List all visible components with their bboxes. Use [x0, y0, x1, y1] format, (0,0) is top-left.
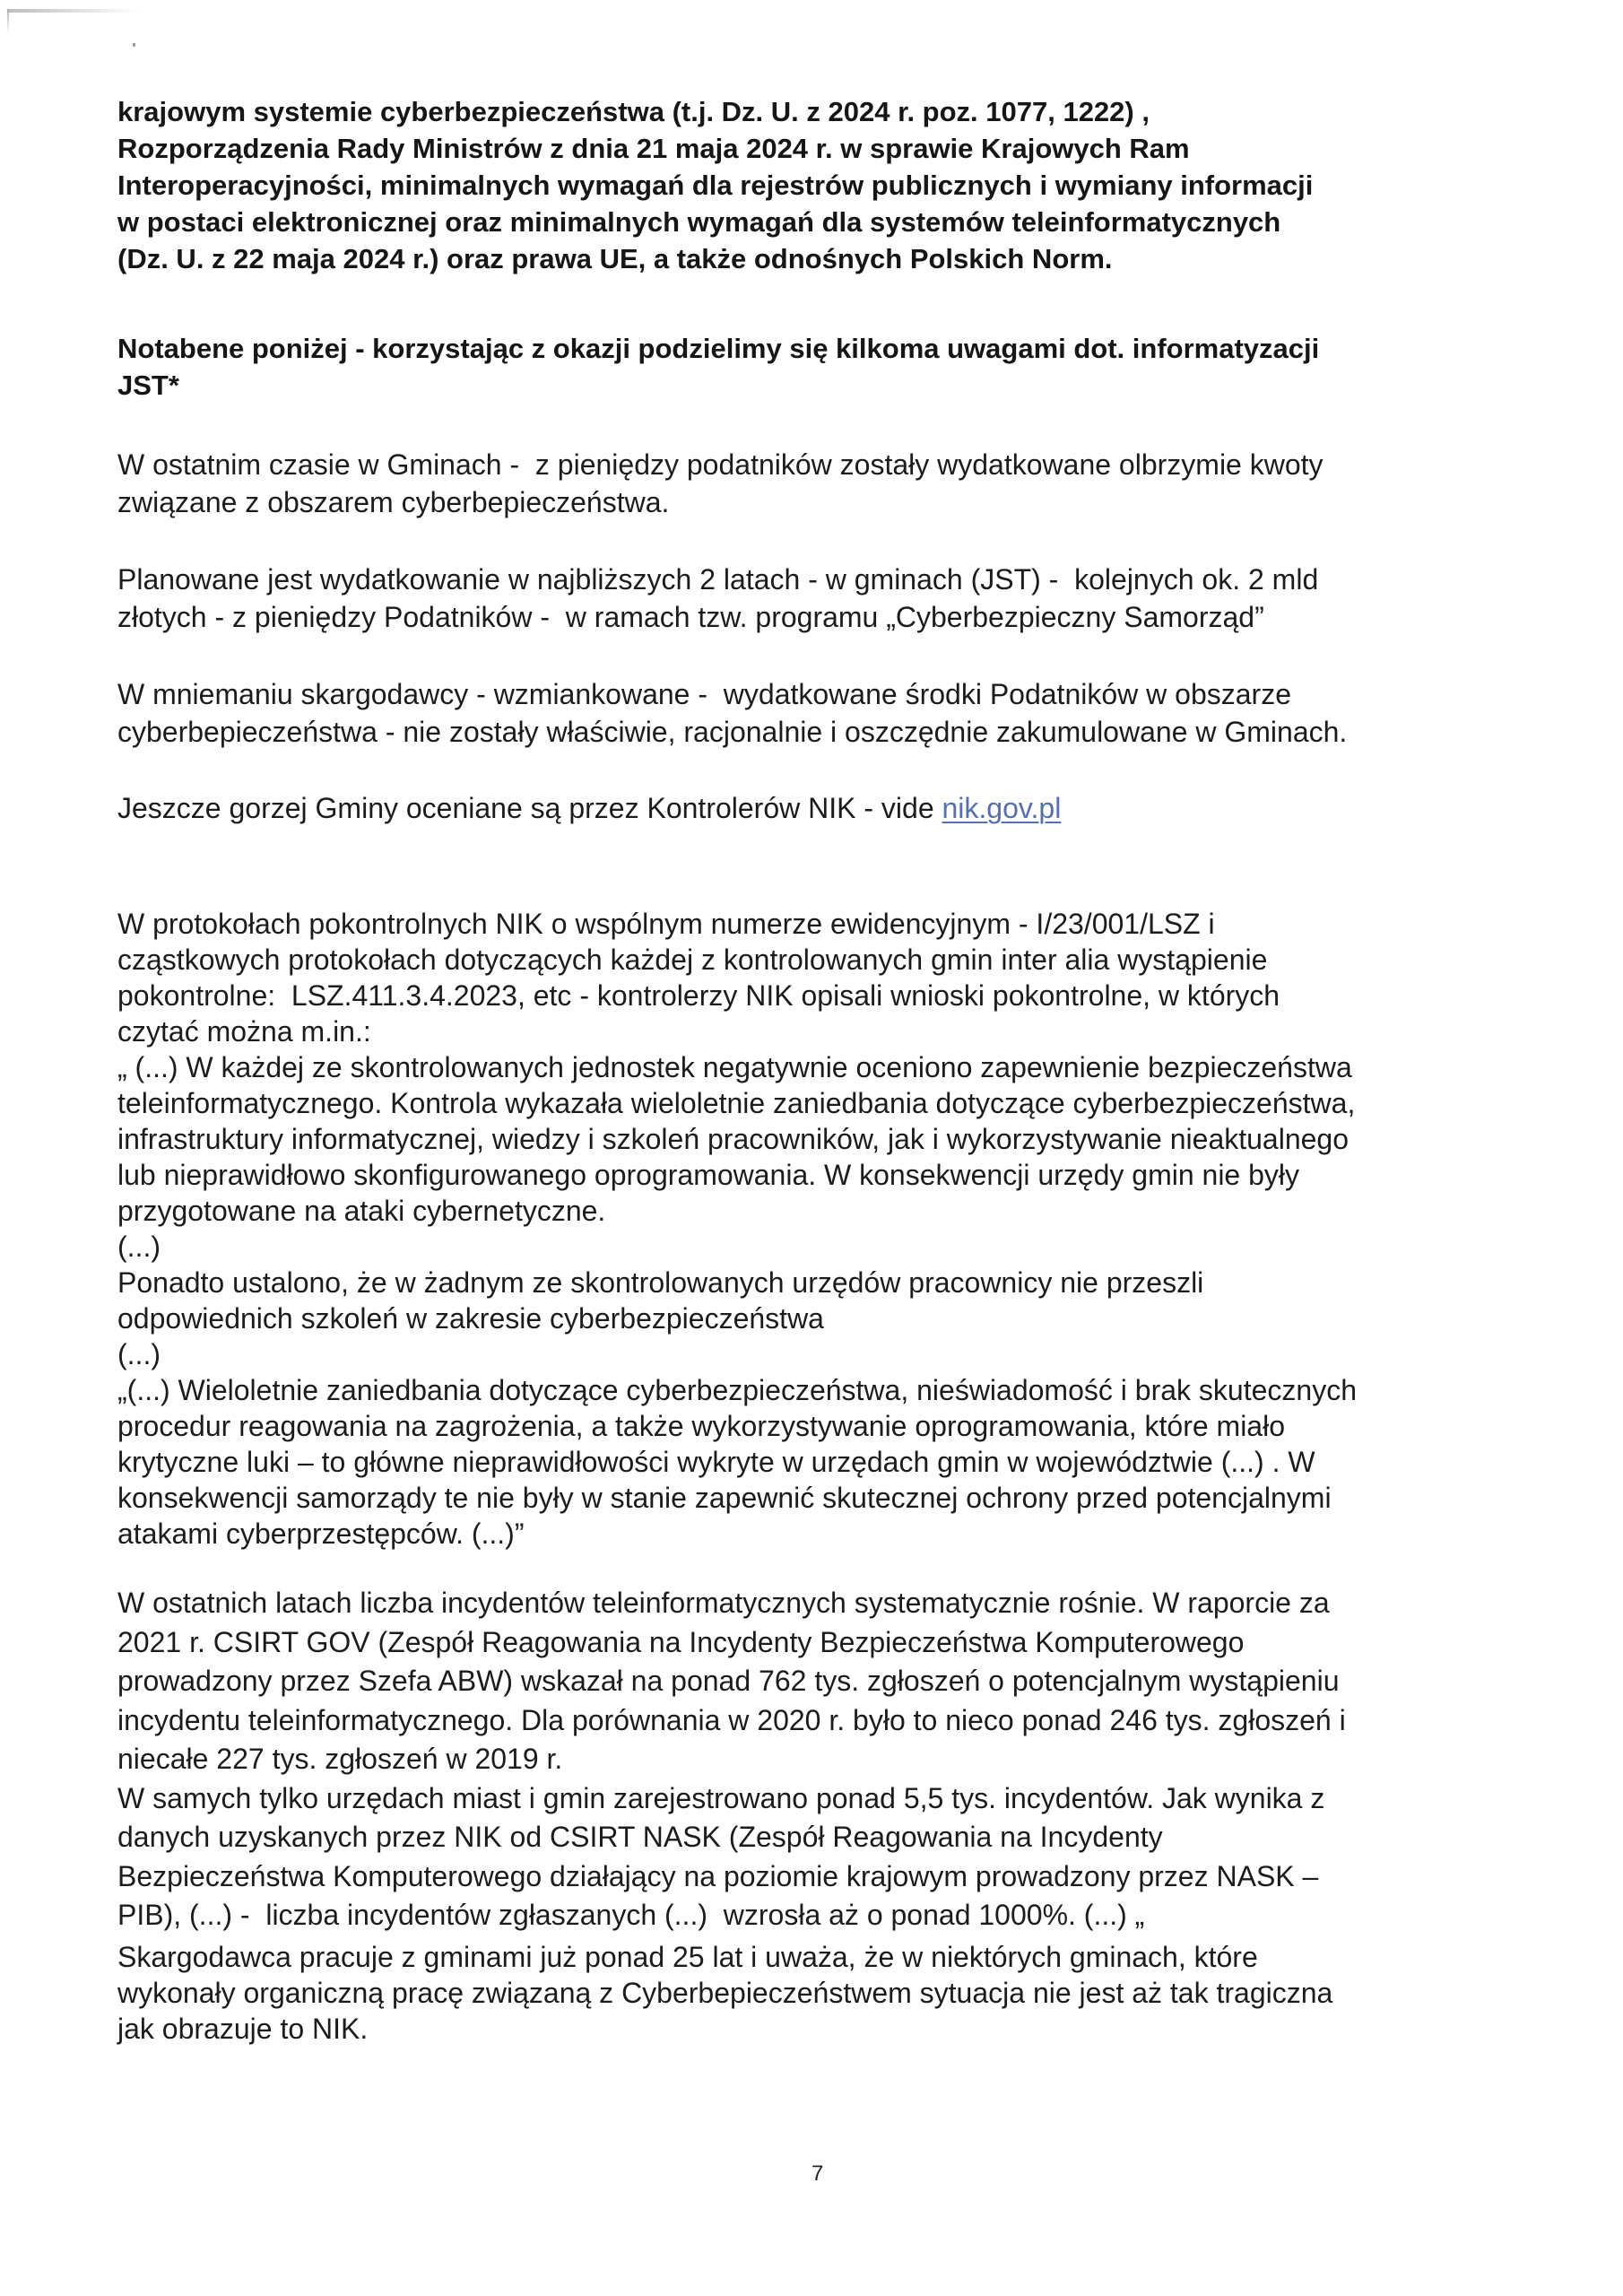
- ellipsis-line: (...): [117, 1231, 161, 1263]
- text-line: w postaci elektronicznej oraz minimalnych wymagań dla systemów teleinformatycznych: [117, 206, 1281, 238]
- paragraph-nik-protocols: [117, 906, 1552, 1552]
- text-line: JST*: [117, 370, 179, 401]
- paragraph-complainant-opinion: [117, 675, 1552, 751]
- scan-edge-mark-vertical: [7, 9, 9, 32]
- scan-edge-mark: [7, 9, 142, 13]
- text-line: W mniemaniu skargodawcy - wzmiankowane - wydatkowane środki Podatników w obszarze: [117, 678, 1291, 710]
- text-line: Rozporządzenia Rady Ministrów z dnia 21 maja 2024 r. w sprawie Krajowych Ram: [117, 133, 1190, 164]
- paragraph-legal-basis: [117, 93, 1552, 277]
- paragraph-nik-assessment: [117, 790, 1552, 826]
- text-line: W protokołach pokontrolnych NIK o wspólnym numerze ewidencyjnym - I/23/001/LSZ i: [117, 908, 1215, 940]
- paragraph-recent-spending: [117, 446, 1552, 521]
- quote-line: przygotowane na ataki cybernetyczne.: [117, 1195, 606, 1227]
- text-line: Bezpieczeństwa Komputerowego działający na poziomie krajowym prowadzony przez NASK –: [117, 1859, 1319, 1892]
- text-line: incydentu teleinformatycznego. Dla porównania w 2020 r. było to nieco ponad 246 tys. zgłoszeń i: [117, 1703, 1346, 1736]
- text-line: [117, 790, 1552, 826]
- paragraph-complainant-experience: [117, 1939, 1552, 2047]
- scan-speck: [133, 43, 135, 47]
- quote-line: odpowiednich szkoleń w zakresie cyberbezpieczeństwa: [117, 1302, 824, 1335]
- text-line: PIB), (...) - liczba incydentów zgłaszanych (...) wzrosła aż o ponad 1000%. (...) „: [117, 1899, 1145, 1931]
- nik-assessment-text: Jeszcze gorzej Gminy oceniane są przez Kontrolerów NIK - vide: [117, 792, 942, 824]
- ellipsis-line: (...): [117, 1338, 161, 1370]
- quote-line: krytyczne luki – to główne nieprawidłowości wykryte w urzędach gmin w województwie (...) . W: [117, 1446, 1315, 1478]
- text-line: pokontrolne: LSZ.411.3.4.2023, etc - kontrolerzy NIK opisali wnioski pokontrolne, w których: [117, 979, 1280, 1012]
- text-line: prowadzony przez Szefa ABW) wskazał na ponad 762 tys. zgłoszeń o potencjalnym wystąpieniu: [117, 1665, 1340, 1697]
- quote-line: infrastruktury informatycznej, wiedzy i szkoleń pracowników, jak i wykorzystywanie nieaktualnego: [117, 1123, 1350, 1155]
- paragraph-planned-spending: [117, 561, 1552, 636]
- text-line: złotych - z pieniędzy Podatników - w ramach tzw. programu „Cyberbezpieczny Samorząd”: [117, 601, 1264, 633]
- quote-line: Ponadto ustalono, że w żadnym ze skontrolowanych urzędów pracownicy nie przeszli: [117, 1266, 1204, 1299]
- text-line: wykonały organiczną pracę związaną z Cyberbepieczeństwem sytuacja nie jest aż tak tragiczna: [117, 1977, 1333, 2009]
- text-line: 2021 r. CSIRT GOV (Zespół Reagowania na Incydenty Bezpieczeństwa Komputerowego: [117, 1625, 1245, 1658]
- paragraph-incident-statistics: [117, 1584, 1552, 1935]
- text-line: czytać można m.in.:: [117, 1015, 371, 1048]
- quote-line: „(...) Wieloletnie zaniedbania dotyczące cyberbezpieczeństwa, nieświadomość i brak skutecznych: [117, 1374, 1357, 1406]
- text-line: W samych tylko urzędach miast i gmin zarejestrowano ponad 5,5 tys. incydentów. Jak wynika z: [117, 1781, 1325, 1814]
- quote-line: lub nieprawidłowo skonfigurowanego oprogramowania. W konsekwencji urzędy gmin nie były: [117, 1159, 1300, 1191]
- quote-line: konsekwencji samorządy te nie były w stanie zapewnić skutecznej ochrony przed potencjalnymi: [117, 1482, 1332, 1514]
- text-line: danych uzyskanych przez NIK od CSIRT NASK (Zespół Reagowania na Incydenty: [117, 1821, 1163, 1853]
- text-line: jak obrazuje to NIK.: [117, 2013, 369, 2045]
- paragraph-notabene-heading: [117, 330, 1552, 404]
- quote-line: atakami cyberprzestępców. (...)”: [117, 1518, 525, 1550]
- quote-line: procedur reagowania na zagrożenia, a także wykorzystywanie oprogramowania, które miało: [117, 1410, 1285, 1442]
- text-line: związane z obszarem cyberbepieczeństwa.: [117, 486, 670, 518]
- page-number: 7: [812, 2161, 824, 2186]
- text-line: Planowane jest wydatkowanie w najbliższych 2 latach - w gminach (JST) - kolejnych ok. 2 mld: [117, 563, 1319, 596]
- quote-line: „ (...) W każdej ze skontrolowanych jednostek negatywnie oceniono zapewnienie bezpieczeństwa: [117, 1051, 1352, 1083]
- text-line: Interoperacyjności, minimalnych wymagań dla rejestrów publicznych i wymiany informacji: [117, 170, 1314, 201]
- text-line: krajowym systemie cyberbezpieczeństwa (t.j. Dz. U. z 2024 r. poz. 1077, 1222) ,: [117, 96, 1150, 127]
- quote-line: teleinformatycznego. Kontrola wykazała wieloletnie zaniedbania dotyczące cyberbezpieczeństwa,: [117, 1087, 1356, 1119]
- nik-gov-link[interactable]: nik.gov.pl: [942, 792, 1062, 824]
- text-line: niecałe 227 tys. zgłoszeń w 2019 r.: [117, 1743, 563, 1775]
- text-line: Notabene poniżej - korzystając z okazji podzielimy się kilkoma uwagami dot. informatyzacji: [117, 333, 1320, 364]
- text-line: cząstkowych protokołach dotyczących każdej z kontrolowanych gmin inter alia wystąpienie: [117, 944, 1268, 976]
- text-line: W ostatnich latach liczba incydentów teleinformatycznych systematycznie rośnie. W raporcie za: [117, 1587, 1330, 1619]
- text-line: Skargodawca pracuje z gminami już ponad 25 lat i uważa, że w niektórych gminach, które: [117, 1941, 1258, 1973]
- text-line: W ostatnim czasie w Gminach - z pieniędzy podatników zostały wydatkowane olbrzymie kwoty: [117, 448, 1324, 481]
- text-line: (Dz. U. z 22 maja 2024 r.) oraz prawa UE, a także odnośnych Polskich Norm.: [117, 243, 1113, 274]
- text-line: cyberbepieczeństwa - nie zostały właściwie, racjonalnie i oszczędnie zakumulowane w Gminach.: [117, 716, 1348, 748]
